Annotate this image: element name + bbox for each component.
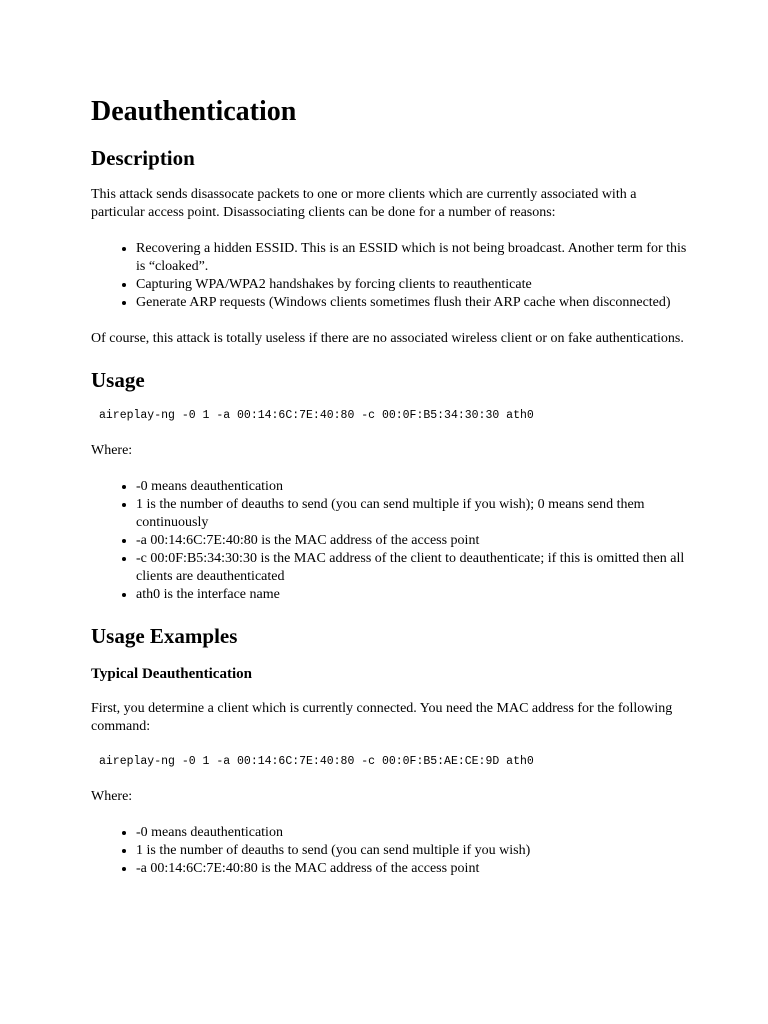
list-item: • -a 00:14:6C:7E:40:80 is the MAC address of the access point	[136, 860, 691, 878]
usage-where-label: Where:	[91, 443, 133, 458]
document-page	[91, 92, 691, 896]
section-heading-usage: Usage	[91, 368, 145, 392]
list-item: • -0 means deauthentication	[136, 478, 691, 496]
list-item: • Generate ARP requests (Windows clients sometimes flush their ARP cache when disconnected)	[136, 294, 691, 312]
reasons-list	[91, 240, 691, 312]
typical-options-list	[91, 824, 691, 878]
list-item: • -a 00:14:6C:7E:40:80 is the MAC address of the access point	[136, 532, 691, 550]
list-item: • Recovering a hidden ESSID. This is an ESSID which is not being broadcast. Another term for this is “cloaked”.	[136, 240, 691, 276]
list-item: • -c 00:0F:B5:34:30:30 is the MAC address of the client to deauthenticate; if this is omitted then all clients are deauthenticated	[136, 550, 691, 586]
typical-intro: First, you determine a client which is currently connected. You need the MAC address for the following command:	[91, 701, 673, 734]
list-item: • 1 is the number of deauths to send (you can send multiple if you wish)	[136, 842, 691, 860]
page-title: Deauthentication	[91, 96, 297, 127]
list-item: • ath0 is the interface name	[136, 586, 691, 604]
list-item: • 1 is the number of deauths to send (you can send multiple if you wish); 0 means send them continuously	[136, 496, 691, 532]
section-heading-description: Description	[91, 146, 195, 170]
usage-command: aireplay-ng -0 1 -a 00:14:6C:7E:40:80 -c 00:0F:B5:34:30:30 ath0	[99, 409, 534, 422]
usage-options-list	[91, 478, 691, 604]
description-intro: This attack sends disassocate packets to one or more clients which are currently associated with a particular access point. Disassociating clients can be done for a number of reasons:	[91, 187, 637, 220]
list-item: • Capturing WPA/WPA2 handshakes by forcing clients to reauthenticate	[136, 276, 691, 294]
subsection-heading-typical: Typical Deauthentication	[91, 666, 252, 682]
description-note: Of course, this attack is totally useless if there are no associated wireless client or on fake authentications.	[91, 331, 684, 346]
list-item: • -0 means deauthentication	[136, 824, 691, 842]
section-heading-usage-examples: Usage Examples	[91, 624, 238, 648]
typical-where-label: Where:	[91, 789, 133, 804]
typical-command: aireplay-ng -0 1 -a 00:14:6C:7E:40:80 -c 00:0F:B5:AE:CE:9D ath0	[99, 755, 534, 768]
